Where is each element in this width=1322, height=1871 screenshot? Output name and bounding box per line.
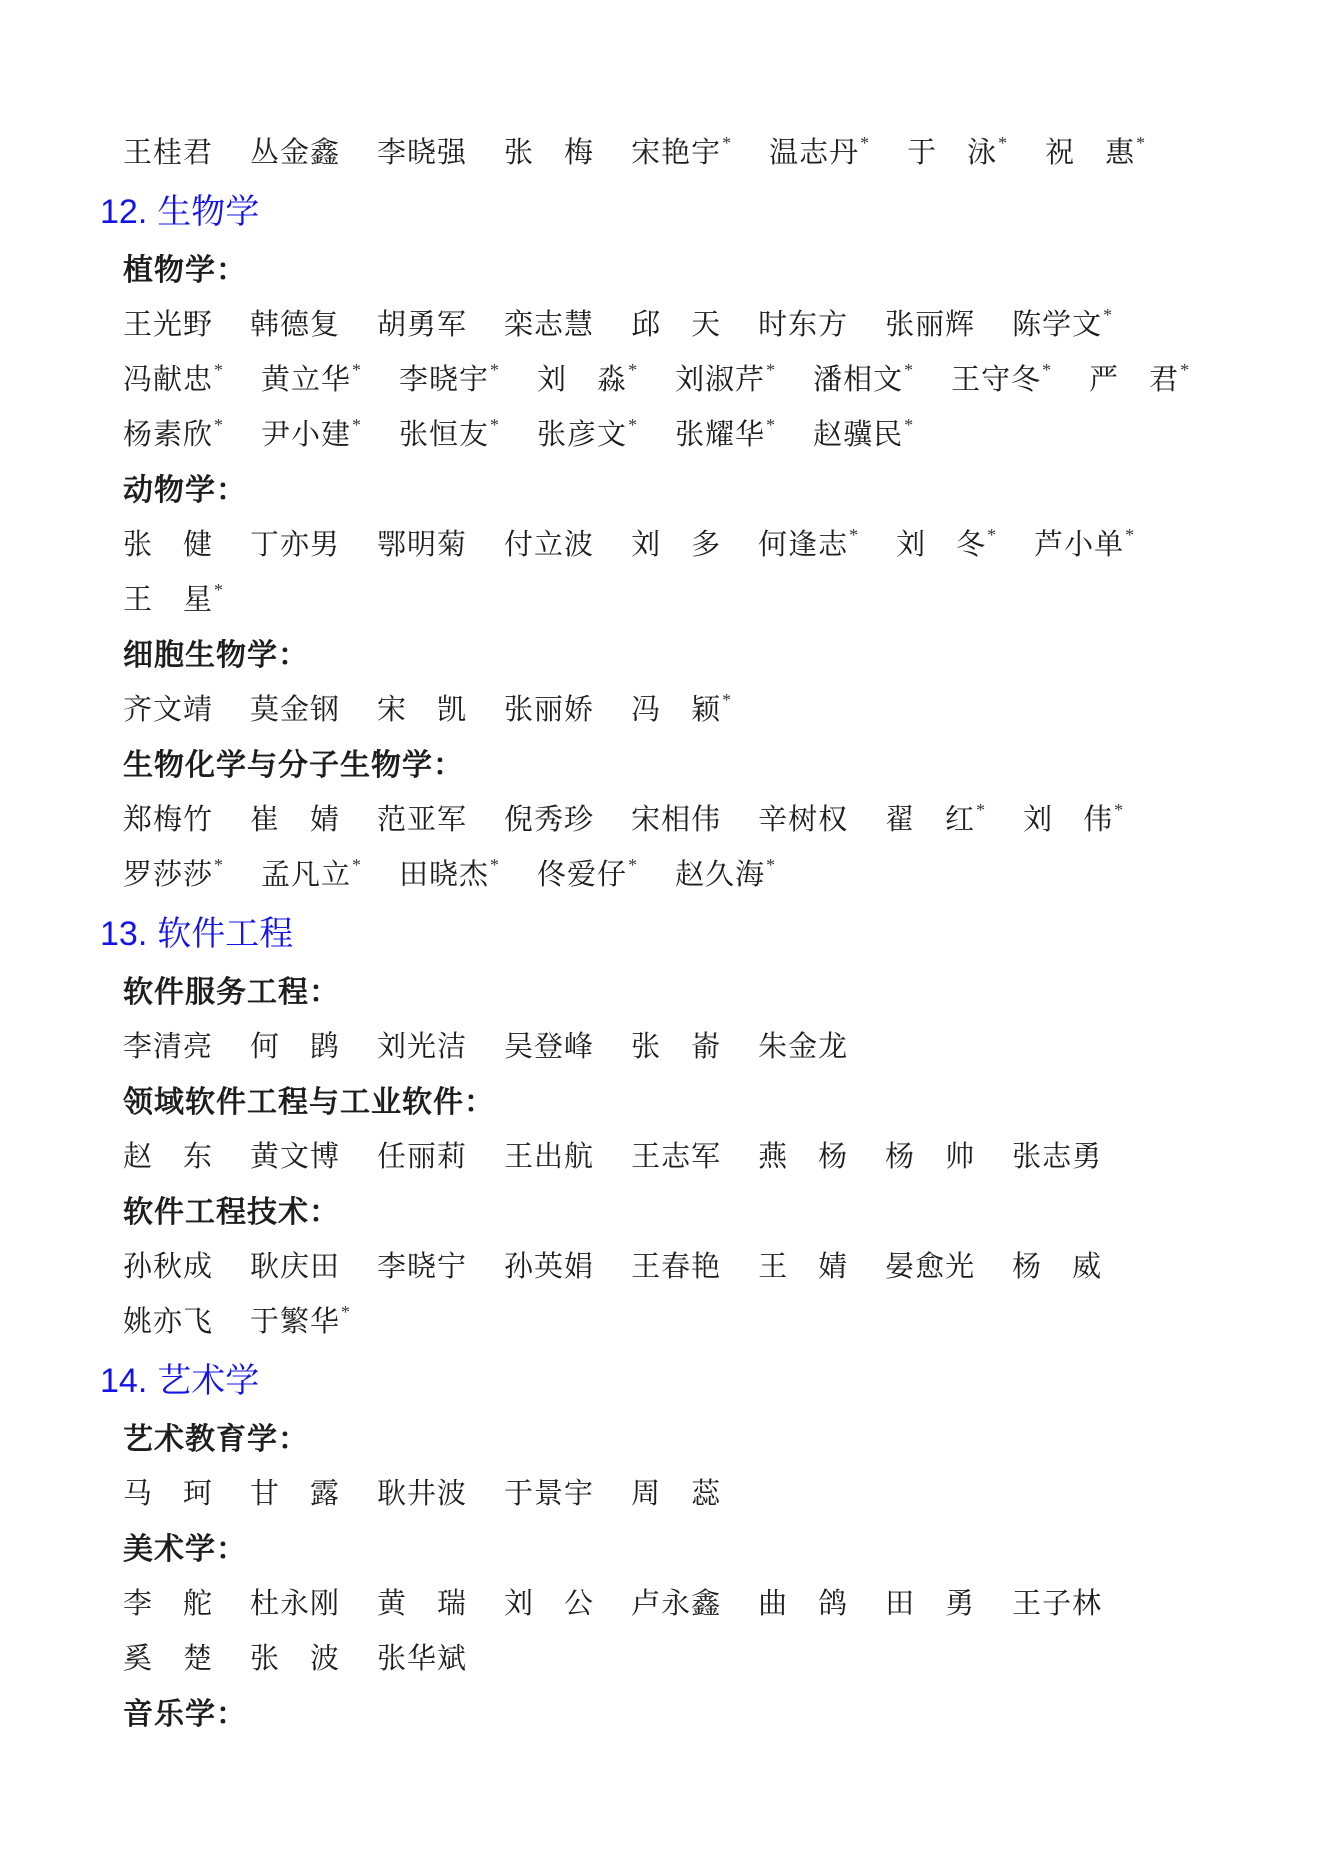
- star-marker: *: [352, 415, 363, 436]
- person-name: [123, 793, 213, 848]
- person-name-text: 李清亮: [123, 1031, 214, 1063]
- person-name: [377, 298, 467, 353]
- star-marker: *: [628, 360, 639, 381]
- star-marker: *: [352, 360, 363, 381]
- star-marker: *: [1114, 800, 1125, 821]
- star-marker: *: [490, 855, 501, 876]
- star-marker: *: [490, 360, 501, 381]
- person-name-text: 潘相文: [813, 364, 904, 396]
- subsection-label: 软件服务工程：: [123, 976, 340, 1009]
- person-name-text: 黄文博: [250, 1141, 341, 1173]
- person-name-text: 刘 多: [631, 529, 722, 561]
- person-name-text: 刘淑芹: [675, 364, 766, 396]
- person-name: [758, 298, 848, 353]
- person-name: [250, 683, 340, 738]
- person-name-text: 付立波: [504, 529, 595, 561]
- person-name-text: 张 波: [250, 1643, 341, 1675]
- person-name: [631, 793, 721, 848]
- person-name-text: 王守冬: [951, 364, 1042, 396]
- person-name-text: 辛树权: [758, 804, 849, 836]
- person-name: [377, 1020, 467, 1075]
- person-name-text: 王子林: [1012, 1588, 1103, 1620]
- person-name: [758, 1240, 848, 1295]
- person-name: [885, 1130, 975, 1185]
- person-name: [504, 1020, 594, 1075]
- person-name: [1023, 793, 1124, 848]
- person-name: [377, 1632, 467, 1687]
- star-marker: *: [987, 525, 998, 546]
- person-name-text: 孙英娟: [504, 1251, 595, 1283]
- person-name-text: 范亚军: [377, 804, 468, 836]
- person-name: [631, 518, 721, 573]
- person-name: [250, 126, 340, 181]
- person-name: [377, 1240, 467, 1295]
- star-marker: *: [1103, 305, 1114, 326]
- person-name-text: 赵 东: [123, 1141, 214, 1173]
- name-line: [100, 1577, 1262, 1632]
- person-name-text: 任丽莉: [377, 1141, 468, 1173]
- star-marker: *: [976, 800, 987, 821]
- person-name: [123, 1240, 213, 1295]
- person-name-text: 崔 婧: [250, 804, 341, 836]
- person-name: [504, 793, 594, 848]
- person-name: [907, 126, 1008, 181]
- person-name-text: 时东方: [758, 309, 849, 341]
- person-name: [504, 1467, 594, 1522]
- person-name-text: 王 婧: [758, 1251, 849, 1283]
- person-name-text: 郑梅竹: [123, 804, 214, 836]
- person-name-text: 黄立华: [261, 364, 352, 396]
- person-name: [250, 1577, 340, 1632]
- person-name: [123, 1295, 213, 1350]
- person-name-text: 耿井波: [377, 1478, 468, 1510]
- subsection-label: 软件工程技术：: [123, 1196, 340, 1229]
- person-name: [123, 298, 213, 353]
- section-number: 13.: [100, 915, 148, 953]
- person-name: [250, 1240, 340, 1295]
- person-name-text: 罗莎莎: [123, 859, 214, 891]
- star-marker: *: [1180, 360, 1191, 381]
- person-name-text: 刘 淼: [537, 364, 628, 396]
- star-marker: *: [998, 133, 1009, 154]
- person-name-text: 王出航: [504, 1141, 595, 1173]
- person-name: [377, 126, 467, 181]
- person-name-text: 朱金龙: [758, 1031, 849, 1063]
- person-name-text: 李晓宁: [377, 1251, 468, 1283]
- section-12: [100, 181, 1262, 903]
- name-line: [100, 793, 1262, 848]
- star-marker: *: [766, 855, 777, 876]
- person-name: [261, 848, 362, 903]
- person-name: [631, 126, 732, 181]
- subsection-label: 美术学：: [123, 1533, 247, 1566]
- person-name: [123, 1632, 213, 1687]
- subsection-label: 动物学：: [123, 474, 247, 507]
- person-name: [504, 518, 594, 573]
- person-name: [1089, 353, 1190, 408]
- person-name-text: 张彦文: [537, 419, 628, 451]
- person-name: [261, 353, 362, 408]
- person-name-text: 张丽娇: [504, 694, 595, 726]
- section-title: 艺术学: [157, 1362, 260, 1400]
- person-name-text: 刘 伟: [1023, 804, 1114, 836]
- person-name-text: 姚亦飞: [123, 1306, 214, 1338]
- subsection-label: 音乐学：: [123, 1698, 247, 1731]
- person-name-text: 胡勇军: [377, 309, 468, 341]
- person-name: [399, 408, 500, 463]
- person-name-text: 严 君: [1089, 364, 1180, 396]
- person-name: [250, 793, 340, 848]
- person-name: [675, 848, 776, 903]
- person-name: [377, 1467, 467, 1522]
- person-name: [758, 1577, 848, 1632]
- person-name: [631, 298, 721, 353]
- person-name: [123, 518, 213, 573]
- person-name-text: 冯 颖: [631, 694, 722, 726]
- person-name: [123, 1020, 213, 1075]
- person-name: [675, 408, 776, 463]
- person-name-text: 孟凡立: [261, 859, 352, 891]
- name-line: [100, 1020, 1262, 1075]
- name-line: [100, 408, 1262, 463]
- section-title: 软件工程: [157, 915, 294, 953]
- star-marker: *: [214, 580, 225, 601]
- section-heading: [100, 903, 1262, 965]
- person-name: [250, 518, 340, 573]
- person-name: [1045, 126, 1146, 181]
- person-name: [123, 683, 213, 738]
- person-name: [1012, 1577, 1102, 1632]
- person-name-text: 王志军: [631, 1141, 722, 1173]
- person-name: [377, 683, 467, 738]
- star-marker: *: [722, 133, 733, 154]
- person-name-text: 何逢志: [758, 529, 849, 561]
- star-marker: *: [722, 690, 733, 711]
- person-name-text: 张丽辉: [885, 309, 976, 341]
- person-name-text: 张志勇: [1012, 1141, 1103, 1173]
- person-name-text: 吴登峰: [504, 1031, 595, 1063]
- person-name: [123, 353, 224, 408]
- person-name-text: 奚 楚: [123, 1643, 214, 1675]
- person-name: [504, 1130, 594, 1185]
- person-name-text: 丁亦男: [250, 529, 341, 561]
- star-marker: *: [490, 415, 501, 436]
- person-name-text: 赵骥民: [813, 419, 904, 451]
- star-marker: *: [214, 360, 225, 381]
- name-line: [100, 1632, 1262, 1687]
- person-name-text: 卢永鑫: [631, 1588, 722, 1620]
- person-name-text: 耿庆田: [250, 1251, 341, 1283]
- person-name: [123, 126, 213, 181]
- person-name: [377, 793, 467, 848]
- name-line: [100, 1240, 1262, 1295]
- person-name-text: 韩德复: [250, 309, 341, 341]
- person-name-text: 宋 凯: [377, 694, 468, 726]
- person-name: [123, 848, 224, 903]
- section-heading: [100, 181, 1262, 243]
- person-name: [758, 518, 859, 573]
- star-marker: *: [860, 133, 871, 154]
- person-name: [250, 1295, 351, 1350]
- person-name-text: 丛金鑫: [250, 137, 341, 169]
- person-name-text: 栾志慧: [504, 309, 595, 341]
- person-name-text: 王 星: [123, 584, 214, 616]
- section-number: 12.: [100, 193, 148, 231]
- person-name: [377, 518, 467, 573]
- person-name-text: 赵久海: [675, 859, 766, 891]
- star-marker: *: [766, 360, 777, 381]
- person-name-text: 张恒友: [399, 419, 490, 451]
- person-name-text: 杨 威: [1012, 1251, 1103, 1283]
- person-name-text: 倪秀珍: [504, 804, 595, 836]
- person-name: [1012, 1130, 1102, 1185]
- person-name: [377, 1130, 467, 1185]
- person-name: [758, 1020, 848, 1075]
- star-marker: *: [904, 360, 915, 381]
- person-name: [123, 1577, 213, 1632]
- person-name: [631, 683, 732, 738]
- person-name: [631, 1577, 721, 1632]
- person-name: [885, 298, 975, 353]
- person-name-text: 王桂君: [123, 137, 214, 169]
- person-name-text: 杜永刚: [250, 1588, 341, 1620]
- person-name: [250, 1020, 340, 1075]
- star-marker: *: [214, 415, 225, 436]
- person-name: [250, 1130, 340, 1185]
- subsection-label: 艺术教育学：: [123, 1423, 309, 1456]
- star-marker: *: [1042, 360, 1053, 381]
- star-marker: *: [1125, 525, 1136, 546]
- person-name: [631, 1240, 721, 1295]
- person-name: [537, 848, 638, 903]
- person-name: [250, 1467, 340, 1522]
- name-line: [100, 848, 1262, 903]
- person-name: [537, 408, 638, 463]
- star-marker: *: [352, 855, 363, 876]
- name-line: [100, 683, 1262, 738]
- intro-name-line: [100, 126, 1262, 181]
- person-name: [1034, 518, 1135, 573]
- person-name-text: 王春艳: [631, 1251, 722, 1283]
- name-line: [100, 573, 1262, 628]
- person-name-text: 于 泳: [907, 137, 998, 169]
- section-heading: [100, 1350, 1262, 1412]
- person-name-text: 尹小建: [261, 419, 352, 451]
- star-marker: *: [214, 855, 225, 876]
- person-name-text: 张耀华: [675, 419, 766, 451]
- person-name: [250, 298, 340, 353]
- section-14: [100, 1350, 1262, 1742]
- person-name: [377, 1577, 467, 1632]
- person-name-text: 温志丹: [769, 137, 860, 169]
- person-name-text: 张 嵛: [631, 1031, 722, 1063]
- person-name-text: 刘 冬: [896, 529, 987, 561]
- person-name: [896, 518, 997, 573]
- star-marker: *: [849, 525, 860, 546]
- person-name-text: 佟爱仔: [537, 859, 628, 891]
- person-name: [813, 353, 914, 408]
- person-name-text: 邱 天: [631, 309, 722, 341]
- name-line: [100, 518, 1262, 573]
- person-name: [1012, 1240, 1102, 1295]
- person-name-text: 曲 鸽: [758, 1588, 849, 1620]
- person-name-text: 张华斌: [377, 1643, 468, 1675]
- person-name: [123, 1467, 213, 1522]
- subsection-label: 领域软件工程与工业软件：: [123, 1086, 495, 1119]
- person-name-text: 李晓宇: [399, 364, 490, 396]
- subsection-label: 植物学：: [123, 254, 247, 287]
- person-name: [885, 1240, 975, 1295]
- person-name: [504, 126, 594, 181]
- person-name-text: 田 勇: [885, 1588, 976, 1620]
- person-name: [250, 1632, 340, 1687]
- person-name-text: 周 蕊: [631, 1478, 722, 1510]
- person-name: [123, 408, 224, 463]
- person-name-text: 张 梅: [504, 137, 595, 169]
- name-line: [100, 298, 1262, 353]
- person-name: [504, 1240, 594, 1295]
- sections-container: [100, 181, 1262, 1742]
- person-name: [631, 1130, 721, 1185]
- person-name: [1012, 298, 1113, 353]
- person-name: [504, 298, 594, 353]
- person-name-text: 黄 瑞: [377, 1588, 468, 1620]
- person-name: [631, 1020, 721, 1075]
- person-name-text: 于繁华: [250, 1306, 341, 1338]
- person-name: [399, 353, 500, 408]
- star-marker: *: [341, 1302, 352, 1323]
- person-name-text: 刘光洁: [377, 1031, 468, 1063]
- person-name: [951, 353, 1052, 408]
- person-name: [123, 1130, 213, 1185]
- star-marker: *: [904, 415, 915, 436]
- star-marker: *: [1136, 133, 1147, 154]
- person-name: [885, 793, 986, 848]
- person-name-text: 于景宇: [504, 1478, 595, 1510]
- name-line: [100, 1467, 1262, 1522]
- subsection-label: 生物化学与分子生物学：: [123, 749, 464, 782]
- person-name-text: 祝 惠: [1045, 137, 1136, 169]
- section-title: 生物学: [157, 193, 260, 231]
- person-name: [769, 126, 870, 181]
- person-name: [813, 408, 914, 463]
- person-name: [504, 1577, 594, 1632]
- person-name-text: 翟 红: [885, 804, 976, 836]
- person-name-text: 王光野: [123, 309, 214, 341]
- person-name-text: 宋艳宇: [631, 137, 722, 169]
- name-line: [100, 1295, 1262, 1350]
- person-name: [504, 683, 594, 738]
- person-name-text: 冯献忠: [123, 364, 214, 396]
- person-name: [399, 848, 500, 903]
- person-name-text: 杨 帅: [885, 1141, 976, 1173]
- star-marker: *: [628, 855, 639, 876]
- section-number: 14.: [100, 1362, 148, 1400]
- person-name-text: 燕 杨: [758, 1141, 849, 1173]
- person-name-text: 宋相伟: [631, 804, 722, 836]
- person-name-text: 甘 露: [250, 1478, 341, 1510]
- person-name-text: 李晓强: [377, 137, 468, 169]
- person-name-text: 刘 公: [504, 1588, 595, 1620]
- person-name-text: 鄂明菊: [377, 529, 468, 561]
- person-name-text: 田晓杰: [399, 859, 490, 891]
- subsection-label: 细胞生物学：: [123, 639, 309, 672]
- person-name: [758, 793, 848, 848]
- person-name-text: 晏愈光: [885, 1251, 976, 1283]
- section-13: [100, 903, 1262, 1350]
- name-line: [100, 1130, 1262, 1185]
- person-name: [758, 1130, 848, 1185]
- person-name-text: 齐文靖: [123, 694, 214, 726]
- name-line: [100, 353, 1262, 408]
- person-name-text: 孙秋成: [123, 1251, 214, 1283]
- person-name-text: 杨素欣: [123, 419, 214, 451]
- person-name: [631, 1467, 721, 1522]
- person-name-text: 马 珂: [123, 1478, 214, 1510]
- person-name: [885, 1577, 975, 1632]
- person-name: [261, 408, 362, 463]
- person-name-text: 何 鹍: [250, 1031, 341, 1063]
- person-name-text: 芦小单: [1034, 529, 1125, 561]
- person-name: [537, 353, 638, 408]
- person-name-text: 李 舵: [123, 1588, 214, 1620]
- person-name: [675, 353, 776, 408]
- star-marker: *: [766, 415, 777, 436]
- person-name-text: 张 健: [123, 529, 214, 561]
- person-name-text: 陈学文: [1012, 309, 1103, 341]
- person-name: [123, 573, 224, 628]
- person-name-text: 莫金钢: [250, 694, 341, 726]
- star-marker: *: [628, 415, 639, 436]
